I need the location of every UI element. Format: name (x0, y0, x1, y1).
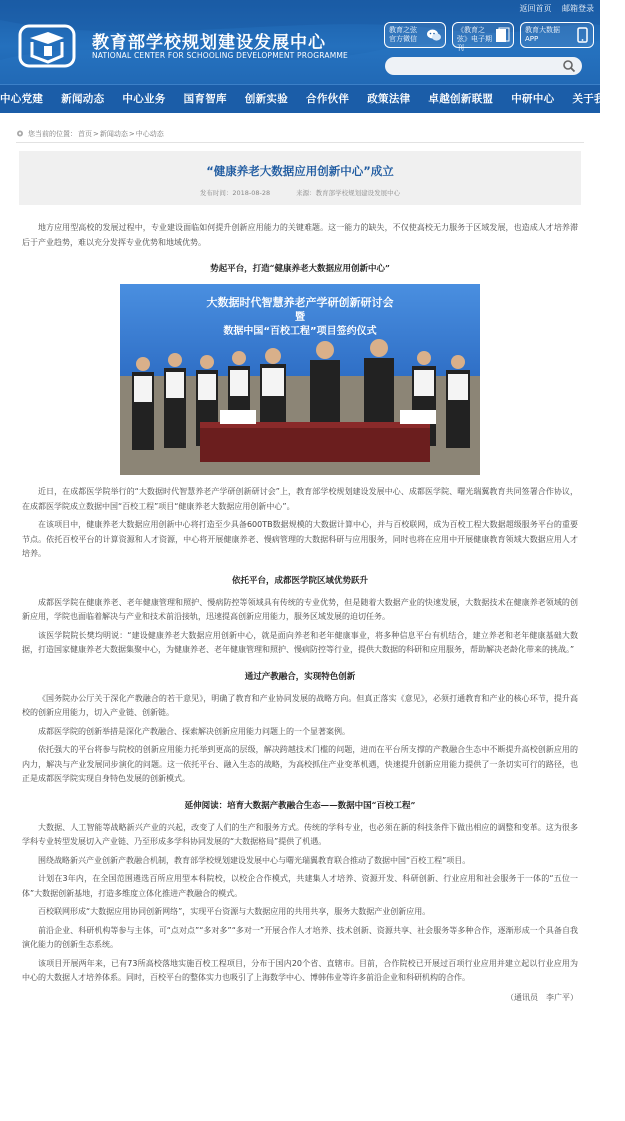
nav-item-policy-law[interactable]: 政策法律 (367, 93, 411, 105)
breadcrumb-separator: > (128, 130, 135, 138)
article-meta (19, 188, 581, 197)
article-paragraph: 《国务院办公厅关于深化产教融合的若干意见》，明确了教育和产业协同发展的战略方向。但真正落实《意见》，必须打通教育和产业的核心环节，提升高校的创新应用能力，切入产业链、创新链。 (22, 693, 578, 717)
article-paragraph: 成都医学院在健康养老、老年健康管理和照护、慢病防控等领域具有传统的专业优势，但是随着大数据产业的快速发展，大数据技术在健康养老领域的创新应用，学院也面临着解决与产业和技术前沿接轨，迅速提高创新应用能力，服务区域发展的迫切任务。 (22, 597, 578, 621)
article-paragraph: 大数据、人工智能等战略新兴产业的兴起，改变了人们的生产和服务方式。传统的学科专业，也必须在新的科技条件下做出相应的调整和变革。这为很多学科专业转型发展切入产业链、乃至形成多学科协同发展的“大数据格局”提供了机遇。 (22, 822, 578, 846)
breadcrumb-news[interactable]: 新闻动态 (99, 130, 128, 138)
section-heading: 通过产教融合，实现特色创新 (244, 671, 356, 682)
main-nav (0, 84, 616, 113)
article-paragraph: 前沿企业、科研机构等参与主体，可“点对点”“多对多”“多对一”开展合作人才培养、技术创新、资源共享、社会服务等多种合作，逐渐形成一个具备自我演化能力的创新生态系统。 (22, 925, 578, 949)
center-logo-icon[interactable] (18, 24, 76, 68)
article-title: “健康养老大数据应用创新中心”成立 (206, 164, 394, 178)
site-header (0, 0, 600, 84)
section-heading: 势起平台，打造“健康养老大数据应用创新中心” (210, 264, 390, 274)
mobile-phone-icon (574, 27, 590, 43)
breadcrumb-center-news[interactable]: 中心动态 (135, 130, 164, 138)
nav-item-partners[interactable]: 合作伙伴 (306, 93, 350, 105)
search-icon[interactable] (562, 59, 576, 73)
nav-item-party[interactable]: 中心党建 (0, 93, 44, 105)
ejournal-badge-label: 《教育之弦》电子期刊 (457, 26, 492, 52)
badge-row (384, 22, 596, 50)
app-badge[interactable] (520, 22, 594, 48)
wechat-badge-label: 教育之弦 官方微信 (389, 26, 417, 43)
location-pin-icon (16, 130, 24, 138)
section-heading: 依托平台，成都医学院区域优势跃升 (231, 575, 368, 586)
article-paragraph: 在该项目中，健康养老大数据应用创新中心将打造至少具备600TB数据规模的大数据计算中心，并与百校联网，成为百校工程大数据超级服务平台的重要节点。依托百校平台的计算资源和人才资源，中心将开展健康养老、慢病管理的大数据科研与应用服务，同时也将在应用中开展健康教育领域大数据应用人才培养。 (22, 520, 578, 558)
site-title-english: NATIONAL CENTER FOR SCHOOLING DEVELOPMENT PROGRAMME (92, 51, 348, 60)
search-input[interactable] (385, 57, 582, 75)
breadcrumb-separator: > (93, 130, 99, 138)
nav-item-about[interactable]: 关于我们 (572, 93, 616, 105)
wechat-badge[interactable] (384, 22, 446, 48)
article-paragraph: 近日，在成都医学院举行的“大数据时代智慧养老产学研创新研讨会”上，教育部学校规划建设发展中心、成都医学院、曙光瑞翼教育共同签署合作协议，在成都医学院成立数据中国“百校工程”项目“健康养老大数据应用创新中心”。 (22, 487, 578, 511)
wechat-icon (426, 27, 442, 43)
site-title: 教育部学校规划建设发展中心 (92, 33, 326, 53)
nav-item-thinktank[interactable]: 国育智库 (183, 93, 227, 105)
signing-ceremony-photo (120, 284, 480, 475)
article-paragraph: 计划在3年内，在全国范围遴选百所应用型本科院校，以校企合作模式，共建集人才培养、资源开发、科研创新、行业应用和社会服务于一体的“五位一体”大数据创新基地，打造多维度立体化推进产教融合的模式。 (22, 874, 578, 898)
nav-item-business[interactable]: 中心业务 (122, 93, 166, 105)
photo-banner-line2: 暨 (295, 312, 305, 323)
nav-item-news[interactable]: 新闻动态 (61, 93, 105, 105)
article-paragraph: 该医学院院长樊均明说：“建设健康养老大数据应用创新中心，就是面向养老和老年健康事业，将多种信息平台有机结合，建立养老和老年健康基础大数据，打造国家健康养老大数据集聚中心，为健康养老、老年健康管理和照护、慢病防控等行业，提供大数据的科研和应用服务，帮助解决老龄化带来的挑战。” (22, 630, 578, 654)
reporter-signature: （通讯员 李广平） (506, 992, 578, 1002)
article-paragraph: 围绕战略新兴产业创新产教融合机制，教育部学校规划建设发展中心与曙光瑞翼教育联合推动了数据中国“百校工程”项目。 (38, 855, 471, 865)
mail-login-link[interactable]: 邮箱登录 (562, 4, 594, 13)
breadcrumb-prefix: 您当前的位置： (28, 130, 77, 138)
nav-item-innovation-lab[interactable]: 创新实验 (244, 93, 289, 105)
article-paragraph: 该项目开展两年来，已有73所高校落地实施百校工程项目，分布于国内20个省、直辖市。目前，合作院校已开展过百项行业应用并建立起以行业应用为中心的大数据人才培养体系。同时，百校平台的整体实力也吸引了上海数学中心、博韩伟业等许多前沿企业和科研机构的合作。 (22, 958, 578, 982)
top-links (511, 3, 594, 14)
article-source: 来源：教育部学校规划建设发展中心 (296, 189, 401, 197)
nav-item-research-center[interactable]: 中研中心 (511, 93, 555, 105)
breadcrumb-home[interactable]: 首页 (78, 130, 92, 138)
nav-item-alliance[interactable]: 卓越创新联盟 (428, 93, 494, 105)
journal-icon (494, 27, 510, 43)
photo-banner-line3: 数据中国“百校工程”项目签约仪式 (223, 326, 377, 337)
section-heading: 延伸阅读：培育大数据产教融合生态——数据中国“百校工程” (184, 800, 416, 811)
home-link[interactable]: 返回首页 (519, 4, 552, 13)
publish-time: 发布时间：2018-08-28 (199, 189, 271, 197)
photo-banner-line1: 大数据时代智慧养老产学研创新研讨会 (206, 296, 394, 309)
breadcrumb (16, 125, 584, 143)
article-body (22, 221, 578, 1003)
app-badge-label: 教育大数据APP (525, 26, 560, 43)
ejournal-badge[interactable] (452, 22, 514, 52)
article-paragraph: 成都医学院的创新举措是深化产教融合、探索解决创新应用能力问题上的一个显著案例。 (38, 726, 350, 736)
article-header (19, 151, 581, 205)
article-paragraph: 依托强大的平台将参与院校的创新应用能力托举到更高的层级，解决跨越技术门槛的问题，进而在平台所支撑的产教融合生态中不断提升高校创新应用的内力，解决与产业发展同步演化的问题。这一依托平台、融入生态的战略，为高校抓住产业变革机遇，快速提升创新应用能力提供了一条切实可行的路径，也正是成都医学院实现自身特色发展的创新模式。 (22, 745, 578, 783)
article-paragraph: 百校联网形成“大数据应用协同创新网络”，实现平台资源与大数据应用的共用共享，服务大数据产业创新应用。 (38, 907, 431, 916)
article-paragraph: 地方应用型高校的发展过程中，专业建设面临如何提升创新应用能力的关键难题。这一能力的缺失，不仅使高校无力服务于区域发展，也造成人才培养滞后于产业趋势，难以充分发挥专业优势和地域优势。 (22, 223, 578, 247)
